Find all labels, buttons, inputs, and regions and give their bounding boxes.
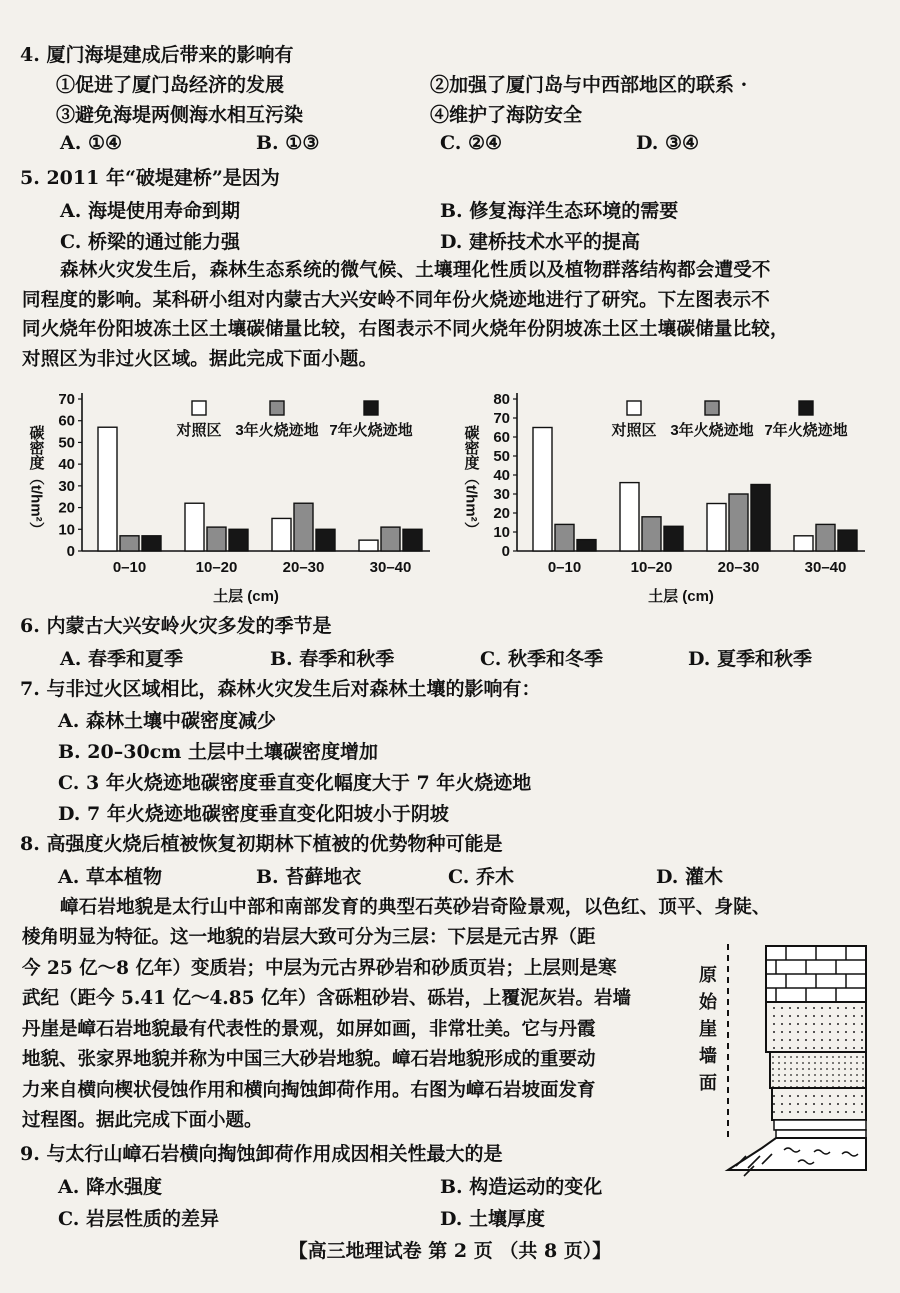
figure-label-char: 始 bbox=[699, 992, 717, 1013]
y-tick-label: 60 bbox=[493, 429, 510, 446]
bar bbox=[642, 517, 661, 551]
q5-stem: 5. 2011 年“破堤建桥”是因为 bbox=[20, 167, 280, 189]
bar bbox=[98, 427, 117, 551]
passage-line: 地貌、张家界地貌并称为中国三大砂岩地貌。嶂石岩地貌形成的重要动 bbox=[22, 1049, 596, 1070]
y-tick-label: 70 bbox=[58, 391, 75, 408]
x-tick-label: 10–20 bbox=[195, 559, 238, 576]
chart-sunny-slope-svg bbox=[20, 385, 450, 607]
legend-swatch bbox=[270, 401, 284, 415]
legend-swatch bbox=[799, 401, 813, 415]
x-tick-label: 10–20 bbox=[630, 559, 673, 576]
q6-stem: 6. 内蒙古大兴安岭火灾多发的季节是 bbox=[20, 615, 332, 637]
x-axis-label: 土层 (cm) bbox=[213, 588, 279, 605]
x-tick-label: 30–40 bbox=[369, 559, 412, 576]
q6-option-c: C. 秋季和冬季 bbox=[480, 648, 604, 670]
y-tick-label: 40 bbox=[58, 456, 75, 474]
q7-option-a: A. 森林土壤中碳密度减少 bbox=[58, 710, 276, 732]
bar bbox=[403, 529, 422, 551]
q8-option-b: B. 苔藓地衣 bbox=[256, 866, 362, 888]
bar bbox=[120, 536, 139, 551]
passage-line: 棱角明显为特征。这一地貌的岩层大致可分为三层：下层是元古界（距 bbox=[22, 927, 596, 948]
bar bbox=[620, 483, 639, 551]
bar bbox=[272, 518, 291, 551]
bar bbox=[577, 540, 596, 551]
q6-option-a: A. 春季和夏季 bbox=[60, 648, 183, 670]
passage-zhangshiyan-line1 bbox=[22, 893, 882, 923]
y-tick-label: 20 bbox=[58, 499, 75, 517]
bar bbox=[207, 527, 226, 551]
q5-option-d: D. 建桥技术水平的提高 bbox=[440, 231, 641, 253]
legend-label: 3年火烧迹地 bbox=[670, 422, 754, 439]
q4-option-a: A. ①④ bbox=[60, 132, 123, 154]
y-tick-label: 30 bbox=[58, 477, 75, 495]
legend-label: 7年火烧迹地 bbox=[329, 422, 413, 439]
figure-label bbox=[698, 962, 718, 1097]
q8-option-a: A. 草本植物 bbox=[58, 866, 162, 888]
legend-swatch bbox=[705, 401, 719, 415]
q6-option-d: D. 夏季和秋季 bbox=[688, 648, 813, 670]
slope-profile-svg bbox=[722, 940, 872, 1180]
bar bbox=[729, 494, 748, 551]
q4-option-b: B. ①③ bbox=[256, 132, 320, 154]
passage-line: 过程图。据此完成下面小题。 bbox=[22, 1110, 263, 1131]
chart-shady-slope bbox=[455, 385, 885, 611]
passage-line: 武纪（距今 5.41 亿～4.85 亿年）含砾粗砂岩、砾岩，上覆泥灰岩。岩墙 bbox=[22, 988, 631, 1009]
q4-item-2: ②加强了厦门岛与中西部地区的联系 · bbox=[430, 74, 748, 96]
q8-stem: 8. 高强度火烧后植被恢复初期林下植被的优势物种可能是 bbox=[20, 833, 503, 855]
bar bbox=[816, 524, 835, 551]
bar bbox=[229, 529, 248, 551]
legend-label: 对照区 bbox=[176, 422, 222, 439]
q4-option-c: C. ②④ bbox=[440, 132, 503, 154]
y-axis-label: 碳密度（t/hm²） bbox=[462, 425, 480, 537]
bar bbox=[707, 504, 726, 552]
y-tick-label: 0 bbox=[66, 543, 75, 560]
bar bbox=[794, 536, 813, 551]
q5-option-c: C. 桥梁的通过能力强 bbox=[60, 231, 241, 253]
bar bbox=[294, 503, 313, 551]
passage-line: 同程度的影响。某科研小组对内蒙古大兴安岭不同年份火烧迹地进行了研究。下左图表示不 bbox=[22, 289, 771, 311]
q9-stem: 9. 与太行山嶂石岩横向掏蚀卸荷作用成因相关性最大的是 bbox=[20, 1143, 503, 1165]
figure-label-char: 墙 bbox=[699, 1046, 717, 1067]
q9-option-c: C. 岩层性质的差异 bbox=[58, 1208, 220, 1230]
y-tick-label: 0 bbox=[501, 543, 510, 560]
x-tick-label: 30–40 bbox=[804, 559, 847, 576]
page-footer: 【高三地理试卷 第 2 页 （共 8 页）】 bbox=[288, 1240, 612, 1262]
figure-label-char: 面 bbox=[699, 1073, 717, 1094]
legend-swatch bbox=[192, 401, 206, 415]
x-tick-label: 20–30 bbox=[282, 559, 325, 576]
q4-option-d: D. ③④ bbox=[636, 132, 700, 154]
legend-swatch bbox=[364, 401, 378, 415]
legend-swatch bbox=[627, 401, 641, 415]
y-tick-label: 10 bbox=[493, 524, 510, 541]
passage-line: 森林火灾发生后，森林生态系统的微气候、土壤理化性质以及植物群落结构都会遭受不 bbox=[60, 260, 771, 281]
bar bbox=[142, 536, 161, 551]
q7-stem: 7. 与非过火区域相比，森林火灾发生后对森林土壤的影响有： bbox=[20, 678, 541, 700]
x-tick-label: 20–30 bbox=[717, 559, 760, 576]
y-tick-label: 70 bbox=[493, 410, 510, 427]
q4-item-4: ④维护了海防安全 bbox=[430, 104, 583, 126]
legend-label: 7年火烧迹地 bbox=[764, 422, 848, 439]
passage-line: 今 25 亿～8 亿年）变质岩；中层为元古界砂岩和砂质页岩；上层则是寒 bbox=[22, 957, 617, 979]
q5-option-b: B. 修复海洋生态环境的需要 bbox=[440, 200, 679, 222]
q8-option-d: D. 灌木 bbox=[656, 866, 724, 888]
q7-option-b: B. 20–30cm 土层中土壤碳密度增加 bbox=[58, 741, 378, 763]
bar bbox=[751, 485, 770, 552]
legend-label: 对照区 bbox=[611, 422, 657, 439]
q7-option-c: C. 3 年火烧迹地碳密度垂直变化幅度大于 7 年火烧迹地 bbox=[58, 772, 532, 794]
y-tick-label: 10 bbox=[58, 521, 75, 539]
q9-option-b: B. 构造运动的变化 bbox=[440, 1176, 603, 1198]
bar bbox=[381, 527, 400, 551]
legend-label: 3年火烧迹地 bbox=[235, 422, 319, 439]
x-tick-label: 0–10 bbox=[112, 559, 147, 576]
y-tick-label: 60 bbox=[58, 412, 75, 430]
q7-option-d: D. 7 年火烧迹地碳密度垂直变化阳坡小于阴坡 bbox=[58, 803, 449, 825]
bar bbox=[555, 524, 574, 551]
y-tick-label: 20 bbox=[493, 505, 510, 522]
q6-option-b: B. 春季和秋季 bbox=[270, 648, 395, 670]
y-tick-label: 80 bbox=[493, 391, 510, 408]
q9-option-a: A. 降水强度 bbox=[58, 1176, 162, 1198]
bar bbox=[316, 529, 335, 551]
y-tick-label: 50 bbox=[493, 448, 510, 465]
y-tick-label: 40 bbox=[493, 467, 510, 484]
chart-sunny-slope bbox=[20, 385, 450, 611]
figure-label-text bbox=[698, 962, 718, 1097]
passage-line: 对照区为非过火区域。据此完成下面小题。 bbox=[22, 348, 378, 370]
bar bbox=[533, 428, 552, 552]
passage-line: 力来自横向楔状侵蚀作用和横向掏蚀卸荷作用。右图为嶂石岩坡面发育 bbox=[22, 1079, 596, 1101]
passage-line: 丹崖是嶂石岩地貌最有代表性的景观，如屏如画，非常壮美。它与丹霞 bbox=[22, 1018, 596, 1040]
bar bbox=[359, 540, 378, 551]
q4-item-1: ①促进了厦门岛经济的发展 bbox=[56, 74, 285, 96]
bar bbox=[664, 526, 683, 551]
figure-label-char: 原 bbox=[699, 965, 717, 986]
x-tick-label: 0–10 bbox=[547, 559, 582, 576]
bar bbox=[838, 530, 857, 551]
q8-option-c: C. 乔木 bbox=[448, 866, 515, 888]
figure-label-char: 崖 bbox=[699, 1019, 717, 1040]
q4-item-3: ③避免海堤两侧海水相互污染 bbox=[56, 104, 304, 126]
passage-forest-fire bbox=[22, 256, 882, 374]
x-axis-label: 土层 (cm) bbox=[648, 588, 714, 605]
y-tick-label: 30 bbox=[493, 486, 510, 503]
passage-line: 嶂石岩地貌是太行山中部和南部发育的典型石英砂岩奇险景观，以色红、顶平、身陡、 bbox=[60, 897, 771, 918]
passage-zhangshiyan bbox=[22, 923, 712, 1137]
y-tick-label: 50 bbox=[58, 434, 75, 452]
bar bbox=[185, 503, 204, 551]
slope-profile-figure bbox=[722, 940, 872, 1184]
q4-stem: 4. 厦门海堤建成后带来的影响有 bbox=[20, 44, 294, 66]
chart-shady-slope-svg bbox=[455, 385, 885, 607]
passage-line: 同火烧年份阳坡冻土区土壤碳储量比较，右图表示不同火烧年份阴坡冻土区土壤碳储量比较， bbox=[22, 319, 789, 340]
q9-option-d: D. 土壤厚度 bbox=[440, 1208, 546, 1230]
y-axis-label: 碳密度（t/hm²） bbox=[27, 425, 45, 537]
q5-option-a: A. 海堤使用寿命到期 bbox=[60, 200, 240, 222]
